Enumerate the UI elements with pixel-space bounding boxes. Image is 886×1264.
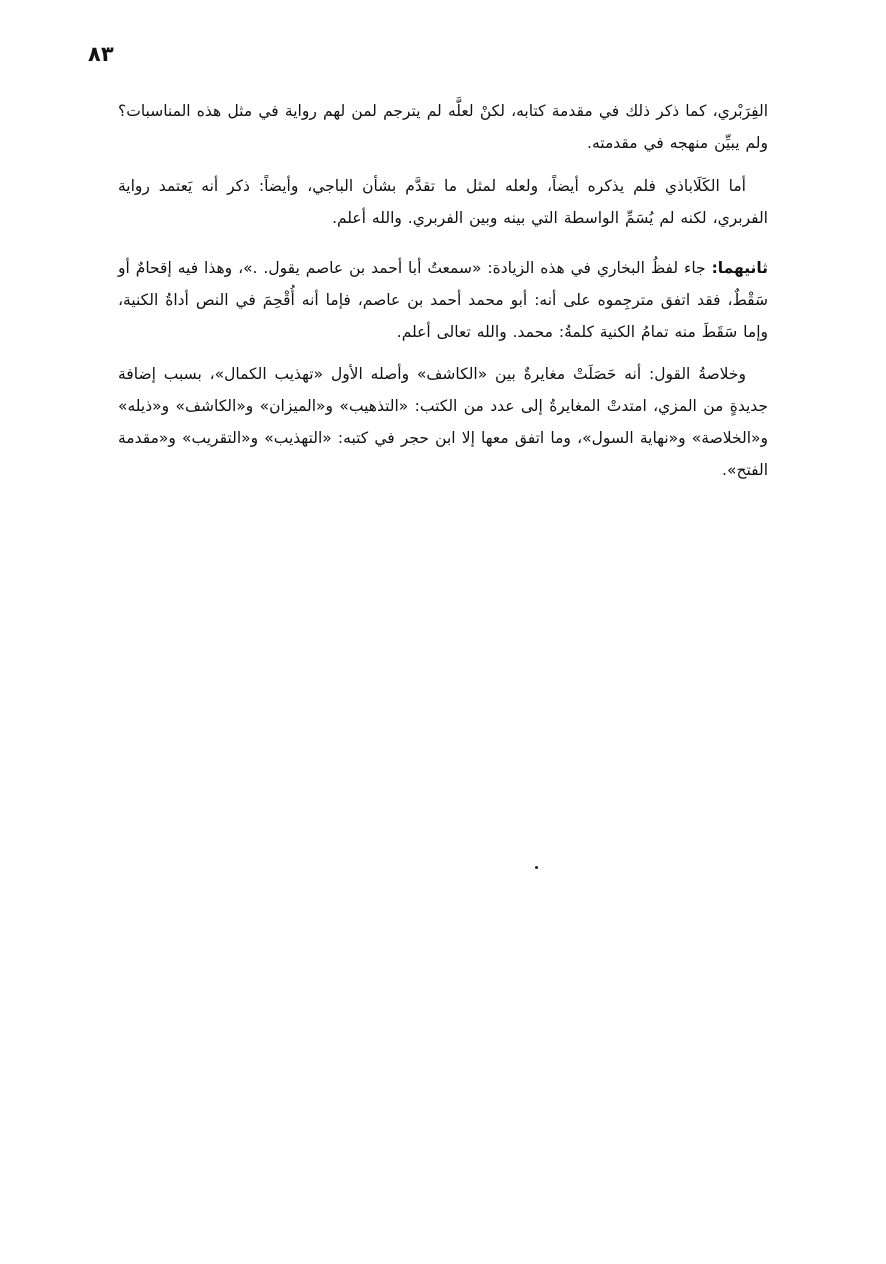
paragraph-4 bbox=[118, 358, 768, 486]
paragraph-1-text: الفِرَبْري، كما ذكر ذلك في مقدمة كتابه، لكنْ لعلَّه لم يترجم لمن لهم رواية في مثل هذه المناسبات؟ ولم يبيِّن منهجه في مقدمته. bbox=[118, 102, 768, 152]
scan-speck bbox=[535, 866, 538, 869]
paragraph-1 bbox=[118, 95, 768, 159]
paragraph-4-text: وخلاصةُ القول: أنه حَصَلَتْ مغايرةٌ بين «الكاشف» وأصله الأول «تهذيب الكمال»، بسبب إضافة جديدةٍ من المزي، امتدتْ المغايرةُ إلى عدد من الكتب: «التذهيب» و«الميزان» و«الكاشف» و«ذيله» و«الخلاصة» و«نهاية السول»، وما اتفق معها إلا ابن حجر في كتبه: «التهذيب» و«التقريب» و«مقدمة الفتح». bbox=[118, 365, 768, 479]
paragraph-3-text: جاء لفظُ البخاري في هذه الزيادة: «سمعتُ أبا أحمد بن عاصم يقول. .»، وهذا فيه إقحامٌ أو سَقْطٌ، فقد اتفق مترجِموه على أنه: أبو محمد أحمد بن عاصم، فإما أنه أُقْحِمَ في النص أداةُ الكنية، وإما سَقَطَ منه تمامُ الكنية كلمةُ: محمد. والله تعالى أعلم. bbox=[118, 259, 768, 341]
paragraph-2 bbox=[118, 170, 768, 234]
paragraph-3-lead: ثانيهما: bbox=[711, 259, 768, 277]
paragraph-3 bbox=[118, 252, 768, 348]
paragraph-2-text: أما الكَلَاباذي فلم يذكره أيضاً، ولعله لمثل ما تقدَّم بشأن الباجي، وأيضاً: ذكر أنه يَعتمد رواية الفربري، لكنه لم يُسَمِّ الواسطة التي بينه وبين الفربري. والله أعلم. bbox=[118, 177, 768, 227]
page-number: ٨٣ bbox=[88, 42, 114, 66]
